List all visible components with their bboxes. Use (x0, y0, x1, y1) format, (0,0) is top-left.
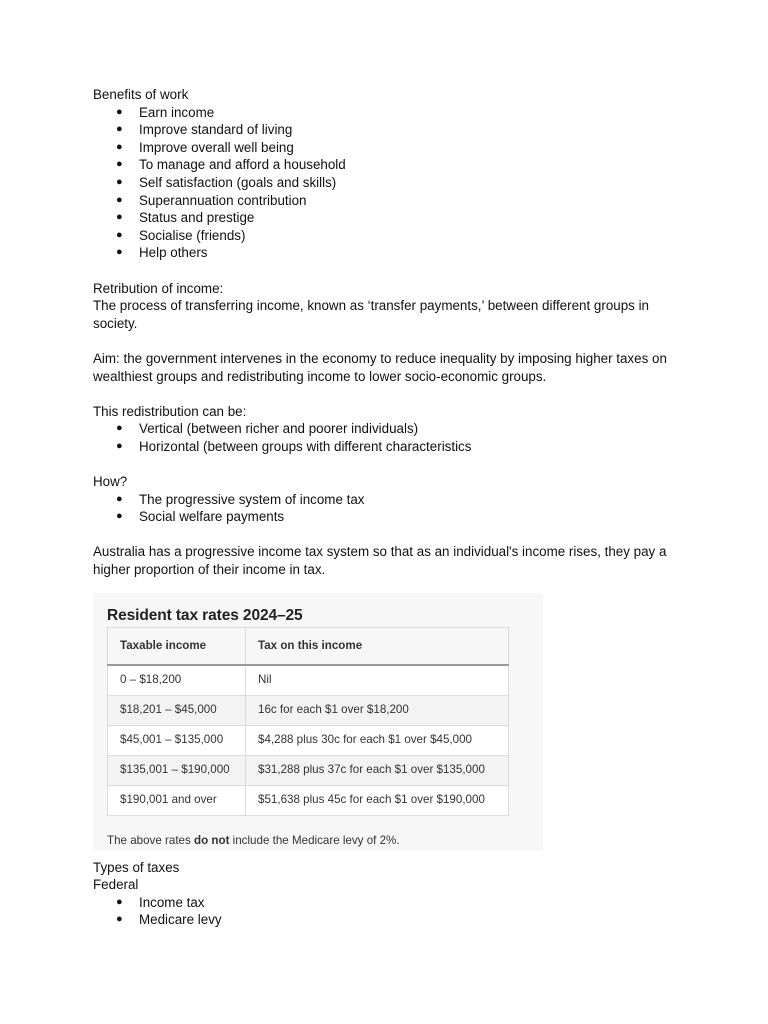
bullet-icon: ● (116, 246, 123, 259)
bullet-icon: ● (116, 422, 123, 435)
bullet-icon: ● (116, 105, 123, 118)
list-item: ● Income tax (116, 894, 205, 910)
list-item: ● Self satisfaction (goals and skills) (116, 174, 337, 190)
types-subheading: Federal (93, 877, 139, 893)
table-cell: $45,001 – $135,000 (108, 725, 246, 755)
table-cell: $190,001 and over (108, 785, 246, 815)
tax-rates-image (93, 593, 543, 851)
bullet-icon: ● (116, 439, 123, 452)
tax-table-title: Resident tax rates 2024–25 (107, 606, 303, 624)
list-item: ● Help others (116, 245, 208, 261)
table-row (108, 695, 509, 725)
tax-rates-table (107, 627, 509, 816)
table-row (108, 665, 509, 696)
table-cell: $51,638 plus 45c for each $1 over $190,000 (246, 785, 509, 815)
column-header: Tax on this income (246, 627, 509, 665)
retribution-heading: Retribution of income: (93, 280, 224, 296)
list-item: ● The progressive system of income tax (116, 491, 365, 507)
list-item: ● Horizontal (between groups with different characteristics (116, 438, 472, 454)
list-item: ● Superannuation contribution (116, 192, 307, 208)
australia-text: Australia has a progressive income tax system so that as an individual's income rises, they pay a higher proportion of their income in tax. (93, 544, 667, 578)
column-header: Taxable income (108, 627, 246, 665)
table-row (108, 725, 509, 755)
list-item: ● Improve overall well being (116, 139, 294, 155)
benefits-heading: Benefits of work (93, 87, 189, 102)
list-item: ● To manage and afford a household (116, 157, 346, 173)
bullet-icon: ● (116, 140, 123, 153)
bullet-icon: ● (116, 158, 123, 171)
table-row (108, 785, 509, 815)
table-cell: 0 – $18,200 (108, 665, 246, 696)
bullet-icon: ● (116, 492, 123, 505)
bullet-icon: ● (116, 211, 123, 224)
aim-text: Aim: the government intervenes in the economy to reduce inequality by imposing higher taxes on wealthiest groups and redistributing income to lower socio-economic groups. (93, 350, 667, 384)
redistribution-heading: This redistribution can be: (93, 403, 247, 419)
table-cell: $4,288 plus 30c for each $1 over $45,000 (246, 725, 509, 755)
table-header-row (108, 627, 509, 665)
benefits-list (93, 104, 683, 262)
list-item: ● Social welfare payments (116, 509, 285, 525)
table-cell: Nil (246, 665, 509, 696)
how-heading: How? (93, 474, 128, 490)
list-item: ● Vertical (between richer and poorer individuals) (116, 421, 419, 437)
tax-table-note: The above rates do not include the Medicare levy of 2%. (107, 833, 400, 847)
bullet-icon: ● (116, 123, 123, 136)
list-item: ● Improve standard of living (116, 122, 293, 138)
bullet-icon: ● (116, 913, 123, 926)
types-list (93, 894, 683, 929)
retribution-text: The process of transferring income, known as ‘transfer payments,’ between different groups in society. (93, 298, 649, 331)
bullet-icon: ● (116, 510, 123, 523)
list-item: ● Medicare levy (116, 912, 222, 928)
list-item: ● Socialise (friends) (116, 227, 246, 243)
redistribution-list (93, 420, 683, 455)
table-row (108, 755, 509, 785)
list-item: ● Status and prestige (116, 210, 255, 226)
table-cell: 16c for each $1 over $18,200 (246, 695, 509, 725)
table-cell: $135,001 – $190,000 (108, 755, 246, 785)
list-item: ● Earn income (116, 104, 215, 120)
table-cell: $18,201 – $45,000 (108, 695, 246, 725)
how-list (93, 491, 683, 526)
bullet-icon: ● (116, 895, 123, 908)
bullet-icon: ● (116, 193, 123, 206)
types-heading: Types of taxes (93, 859, 180, 875)
document-page (93, 86, 683, 929)
bullet-icon: ● (116, 228, 123, 241)
bullet-icon: ● (116, 175, 123, 188)
table-cell: $31,288 plus 37c for each $1 over $135,000 (246, 755, 509, 785)
